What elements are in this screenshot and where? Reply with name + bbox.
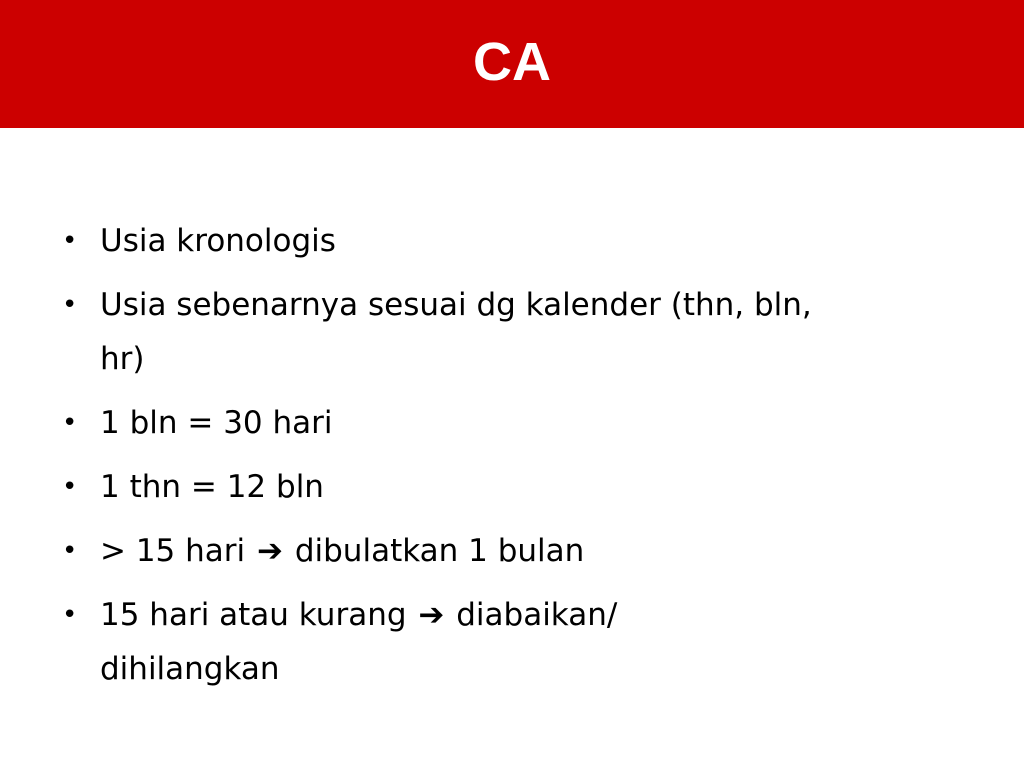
bullet-item <box>60 396 960 450</box>
bullet-icon: • <box>62 226 78 256</box>
bullet-text <box>100 524 960 578</box>
bullet-text: Usia sebenarnya sesuai dg kalender (thn, bln, <box>100 287 812 323</box>
bullet-item <box>60 460 960 514</box>
right-arrow-icon: ➔ <box>257 533 283 569</box>
right-arrow-icon: ➔ <box>418 597 445 633</box>
bullet-icon: • <box>62 536 78 566</box>
bullet-text <box>100 588 960 642</box>
bullet-text-continuation: dihilangkan <box>100 651 280 687</box>
bullet-list <box>60 214 960 706</box>
bullet-item <box>60 588 960 696</box>
bullet-text-after-arrow: diabaikan/ <box>456 597 618 633</box>
bullet-icon: • <box>62 408 78 438</box>
bullet-text-before-arrow: > 15 hari <box>100 533 246 569</box>
bullet-text-continuation: hr) <box>100 341 145 377</box>
bullet-text: 1 bln = 30 hari <box>100 405 333 441</box>
bullet-icon: • <box>62 600 78 630</box>
bullet-item <box>60 278 960 386</box>
title-bar <box>0 0 1024 128</box>
bullet-item <box>60 524 960 578</box>
bullet-icon: • <box>62 472 78 502</box>
bullet-icon: • <box>62 290 78 320</box>
bullet-text: 1 thn = 12 bln <box>100 469 324 505</box>
bullet-text: Usia kronologis <box>100 223 336 259</box>
bullet-text-after-arrow: dibulatkan 1 bulan <box>294 533 585 569</box>
bullet-text-before-arrow: 15 hari atau kurang <box>100 597 407 633</box>
slide-title: CA <box>473 32 551 92</box>
bullet-item <box>60 214 960 268</box>
